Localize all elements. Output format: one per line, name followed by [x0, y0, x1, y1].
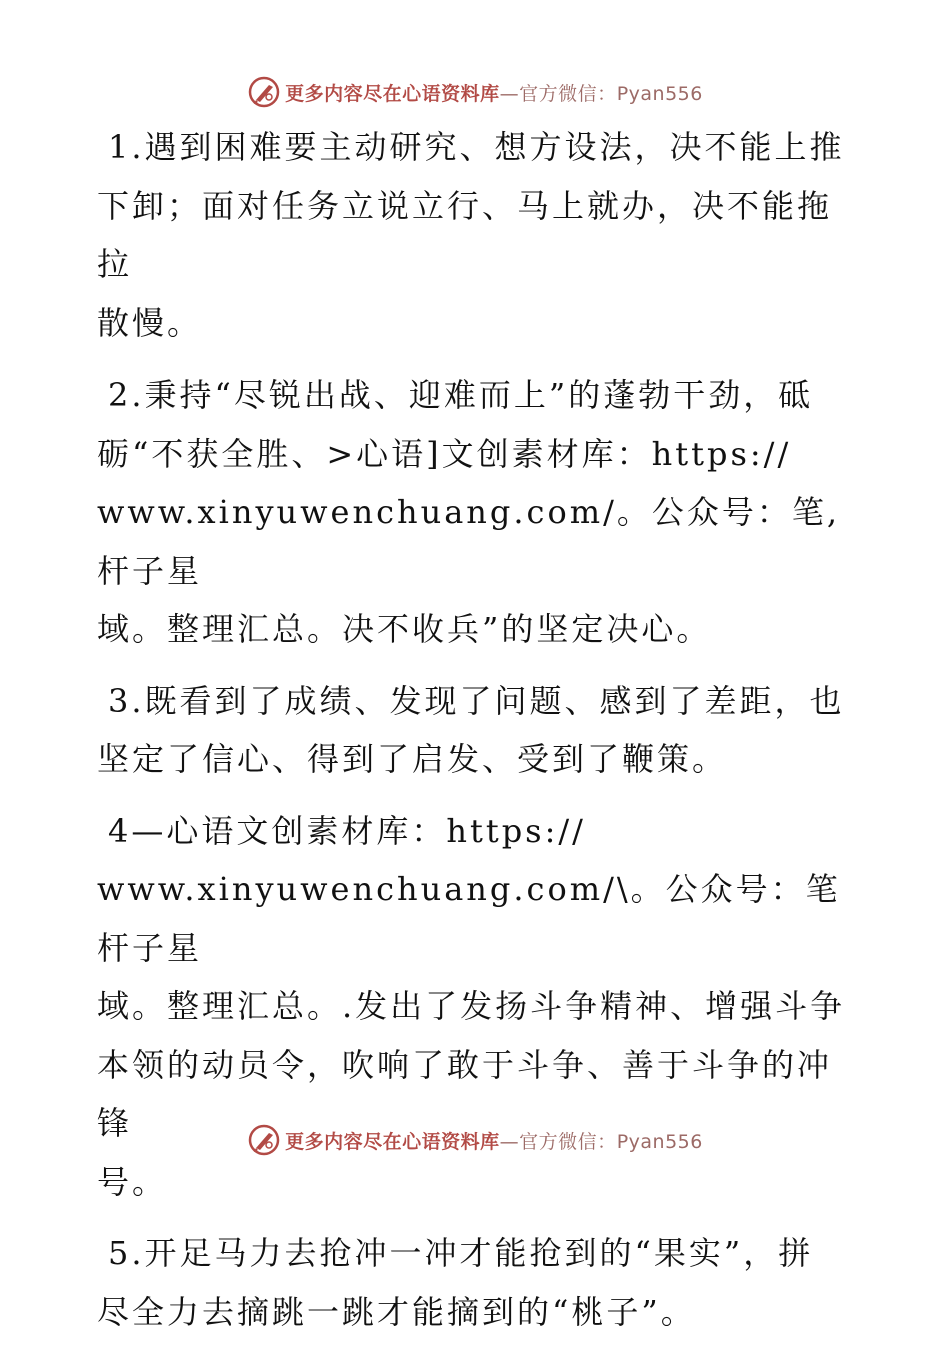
text-line: www.xinyuwenchuang.com/\。公众号：笔杆子星 — [97, 870, 841, 967]
text-line: 域。整理汇总。决不收兵”的坚定决心。 — [97, 610, 712, 648]
text-line: 下卸；面对任务立说立行、马上就办，决不能拖拉 — [97, 186, 833, 283]
watermark-text — [285, 79, 703, 106]
text-line: 号。 — [97, 1162, 168, 1201]
text-line: 本领的动员令，吹响了敢于斗争、善于斗争的冲锋 — [97, 1045, 833, 1142]
paragraph-1 — [97, 118, 857, 352]
text-line: 5.开足马力去抢冲一冲才能抢到的“果实”，拼 — [108, 1234, 814, 1272]
paragraph-2 — [97, 366, 857, 659]
text-line: www.xinyuwenchuang.com/。公众号：笔,杆子星 — [97, 493, 841, 590]
watermark-dash: — — [499, 1130, 520, 1153]
watermark-dash: — — [499, 82, 520, 105]
quill-pen-logo-icon — [247, 75, 281, 109]
watermark-brand: 更多内容尽在心语资料库 — [285, 82, 500, 105]
watermark-text — [285, 1127, 703, 1154]
text-line: 尽全力去摘跳一跳才能摘到的“桃子”。 — [97, 1292, 696, 1331]
text-line: 域。整理汇总。.发出了发扬斗争精神、增强斗争 — [97, 987, 846, 1025]
paragraph-5 — [97, 1224, 857, 1341]
text-line: 2.秉持“尽锐出战、迎难而上”的蓬勃干劲，砥 — [108, 376, 814, 414]
document-body — [97, 118, 857, 1354]
paragraph-3 — [97, 672, 857, 789]
watermark-handle: Pyan556 — [616, 1130, 703, 1153]
quill-pen-logo-icon — [247, 1123, 281, 1157]
watermark-handle: Pyan556 — [616, 82, 703, 105]
header-watermark — [0, 72, 950, 112]
text-line: 坚定了信心、得到了启发、受到了鞭策。 — [97, 740, 728, 778]
watermark-contact: 官方微信： — [519, 82, 617, 105]
text-line: 3.既看到了成绩、发现了问题、感到了差距，也 — [108, 681, 845, 720]
text-line: 4—心语文创素材库：https:// — [108, 811, 586, 850]
watermark-brand: 更多内容尽在心语资料库 — [285, 1130, 500, 1153]
watermark-contact: 官方微信： — [519, 1130, 617, 1153]
text-line: 砺“不获全胜、>心语]文创素材库：https:// — [97, 434, 792, 473]
text-line: 1.遇到困难要主动研究、想方设法，决不能上推 — [108, 128, 845, 166]
footer-watermark — [0, 1120, 950, 1160]
text-line: 散慢。 — [97, 303, 203, 342]
